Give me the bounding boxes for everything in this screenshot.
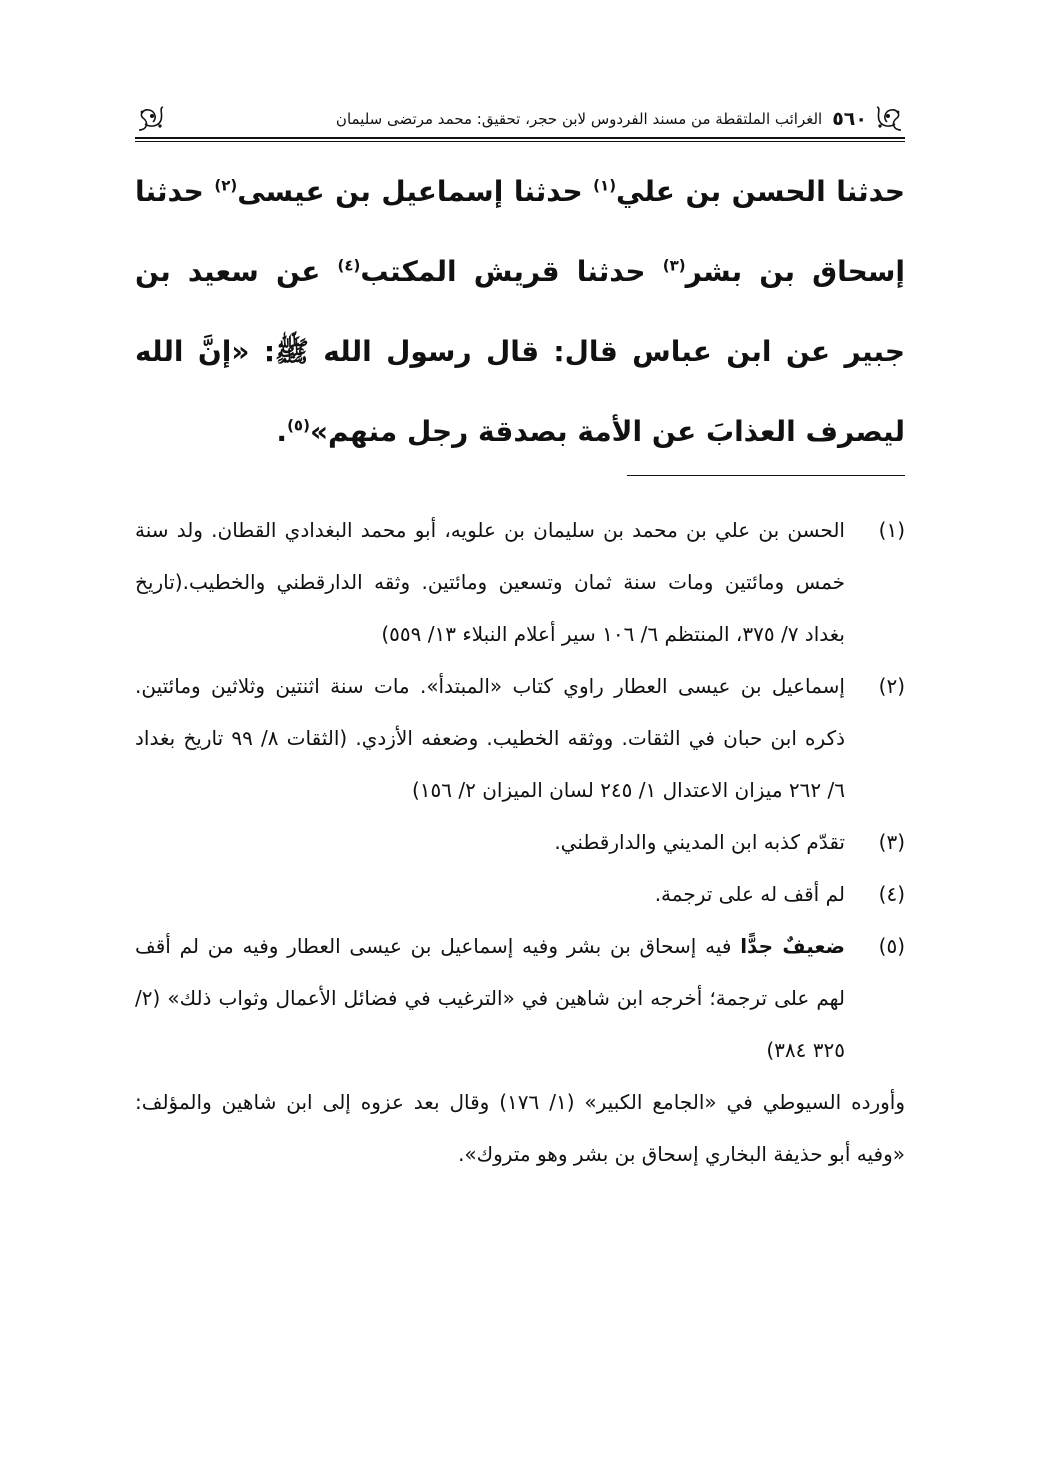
footnote-number: (٤) xyxy=(878,882,905,906)
ornament-left-icon xyxy=(135,104,169,134)
footnote-separator xyxy=(627,475,905,476)
footnote-ref-3: (٣) xyxy=(662,256,686,275)
footnote-body: فيه إسحاق بن بشر وفيه إسماعيل بن عيسى العطار وفيه من لم أقف لهم على ترجمة؛ أخرجه ابن شاهين في «الترغيب في فضائل الأعمال وثواب ذلك» (٢/ ٣٢٥ ٣٨٤) xyxy=(135,934,845,1062)
footnote-text: لم أقف له على ترجمة. xyxy=(654,882,845,906)
footnote-ref-2: (٢) xyxy=(214,176,238,195)
footnote-3 xyxy=(135,816,905,868)
footnote-ref-4: (٤) xyxy=(337,256,361,275)
footnote-text xyxy=(135,920,845,1076)
footnote-text: إسماعيل بن عيسى العطار راوي كتاب «المبتدأ». مات سنة اثنتين وثلاثين ومائتين. ذكره ابن حبان في الثقات. ووثقه الخطيب. وضعفه الأزدي. (الثقات ٨/ ٩٩ تاريخ بغداد ٦/ ٢٦٢ ميزان الاعتدال ١/ ٢٤٥ لسان الميزان ٢/ ١٥٦) xyxy=(135,674,845,802)
page-header xyxy=(135,104,905,144)
footnote-number: (٣) xyxy=(878,830,905,854)
chain-part-2: حدثنا إسماعيل بن عيسى xyxy=(237,175,594,208)
end-punctuation: . xyxy=(276,415,288,448)
header-rule-thin xyxy=(135,141,905,142)
book-title: الغرائب الملتقطة من مسند الفردوس لابن حجر، تحقيق: محمد مرتضى سليمان xyxy=(335,110,823,128)
footnote-text: الحسن بن علي بن محمد بن سليمان بن علويه، أبو محمد البغدادي القطان. ولد سنة خمس ومائتين ومات سنة ثمان وتسعين ومائتين. وثقه الدارقطني والخطيب.(تاريخ بغداد ٧/ ٣٧٥، المنتظم ٦/ ١٠٦ سير أعلام النبلاء ١٣/ ٥٥٩) xyxy=(135,518,845,646)
main-text xyxy=(135,152,905,472)
footnote-2 xyxy=(135,660,905,816)
footnote-1 xyxy=(135,504,905,660)
chain-part-5: عن سعيد بن جبير عن ابن عباس قال: قال رسول الله ﷺ: xyxy=(135,255,905,368)
footnote-4 xyxy=(135,868,905,920)
footnotes xyxy=(135,504,905,1180)
hadith-text: «إنَّ الله ليصرف العذابَ عن الأمة بصدقة رجل منهم» xyxy=(135,335,905,448)
footnote-text: تقدّم كذبه ابن المديني والدارقطني. xyxy=(554,830,845,854)
header-rule-thick xyxy=(135,137,905,139)
header-row xyxy=(135,104,905,134)
footnote-number: (١) xyxy=(878,518,905,542)
chain-part-4: حدثنا قريش المكتب xyxy=(360,255,663,288)
ornament-right-icon xyxy=(871,104,905,134)
footnote-number: (٥) xyxy=(878,934,905,958)
footnote-ref-1: (١) xyxy=(593,176,617,195)
footnote-ref-5: (٥) xyxy=(287,416,310,435)
footnote-5 xyxy=(135,920,905,1076)
chain-part-3: حدثنا إسحاق بن بشر xyxy=(135,175,905,288)
grade-label: ضعيفٌ جدًّا xyxy=(740,934,845,958)
chain-part-1: حدثنا الحسن بن علي xyxy=(616,175,905,208)
footnote-5-continuation: وأورده السيوطي في «الجامع الكبير» (١/ ١٧٦) وقال بعد عزوه إلى ابن شاهين والمؤلف: «وفيه أبو حذيفة البخاري إسحاق بن بشر وهو متروك». xyxy=(135,1090,906,1166)
page-number: ٥٦٠ xyxy=(832,108,867,130)
footnote-number: (٢) xyxy=(878,674,905,698)
hadith-paragraph xyxy=(135,152,905,472)
